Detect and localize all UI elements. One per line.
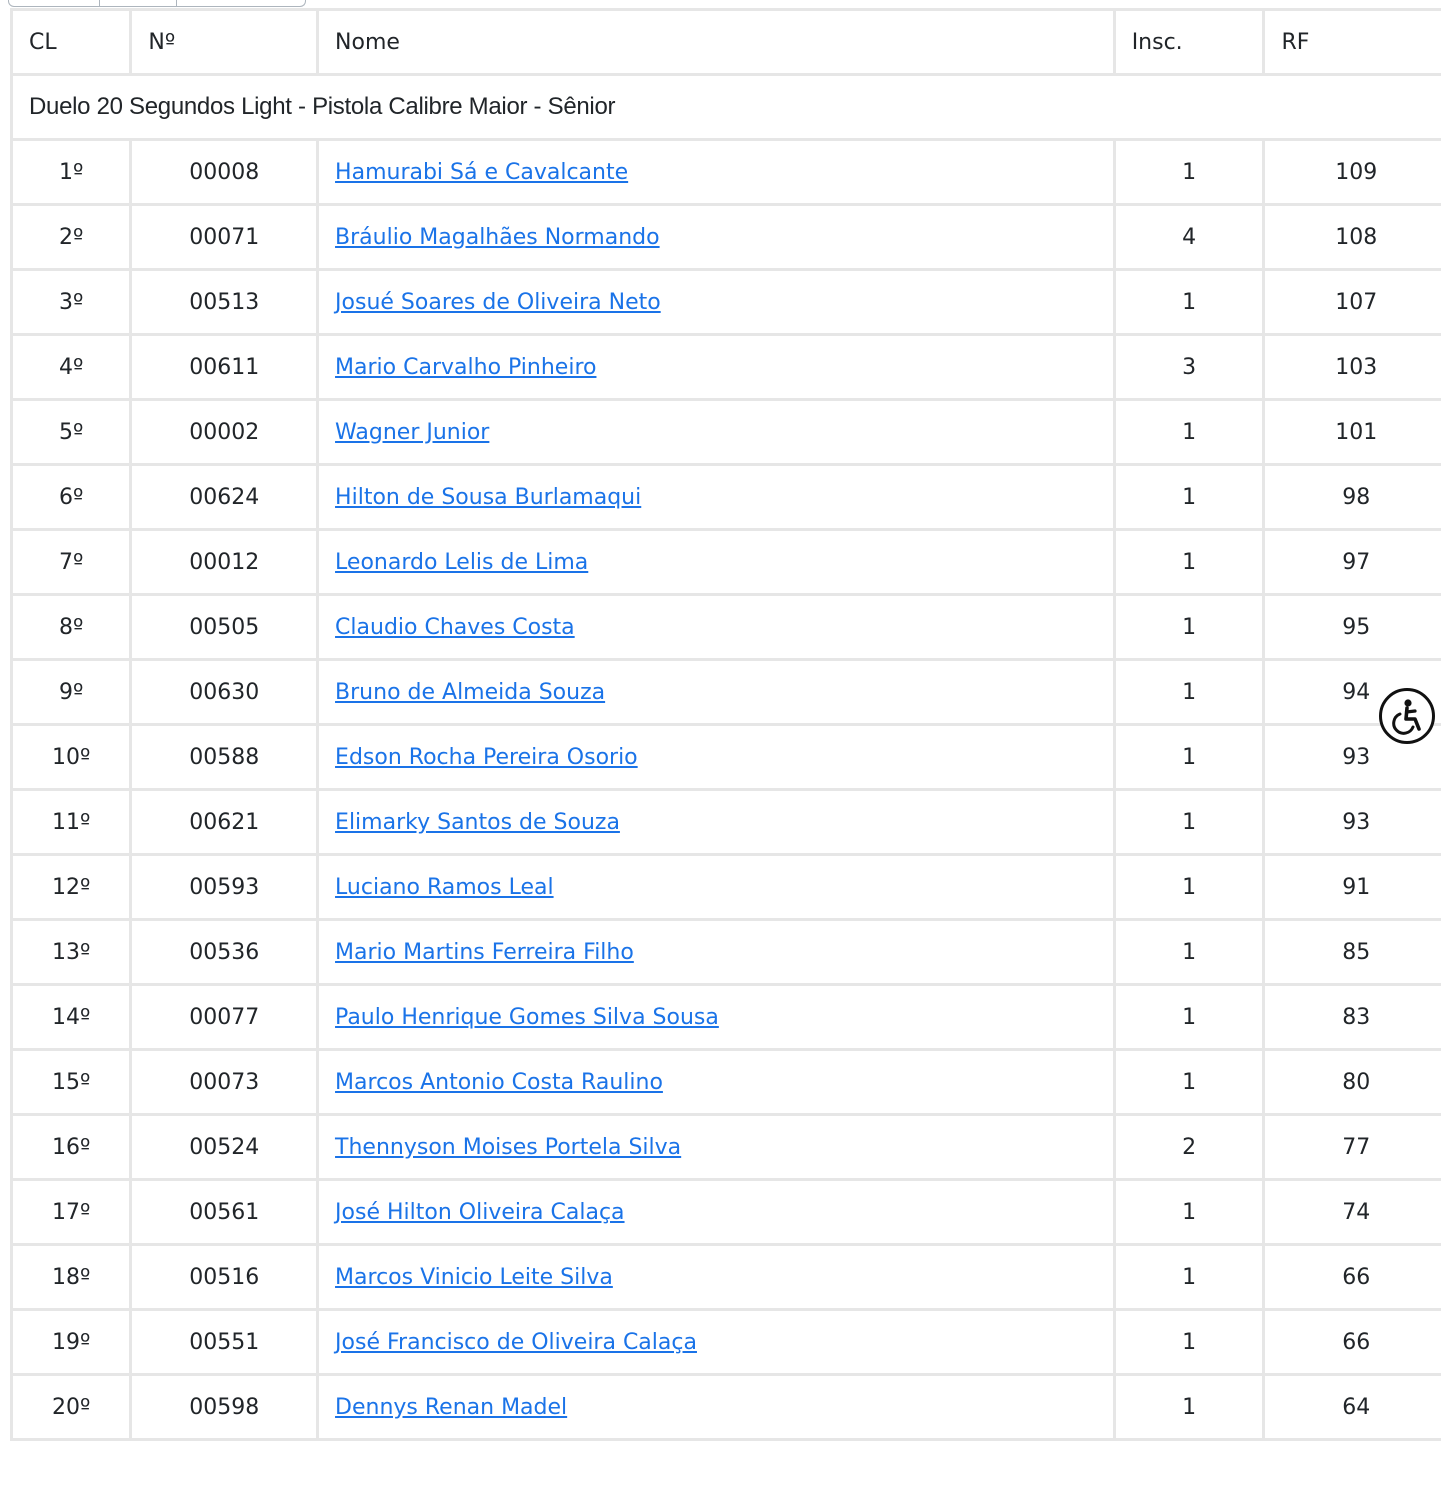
table-row bbox=[12, 985, 1441, 1050]
athlete-name-link[interactable]: Paulo Henrique Gomes Silva Sousa bbox=[335, 1004, 719, 1030]
table-row bbox=[12, 530, 1441, 595]
table-row bbox=[12, 335, 1441, 400]
table-row bbox=[12, 920, 1441, 985]
cell-numero: 00624 bbox=[131, 465, 318, 530]
cell-numero: 00561 bbox=[131, 1180, 318, 1245]
table-row bbox=[12, 400, 1441, 465]
cell-cl: 20º bbox=[12, 1375, 131, 1440]
cell-numero: 00513 bbox=[131, 270, 318, 335]
cell-cl: 1º bbox=[12, 140, 131, 205]
cell-insc: 1 bbox=[1114, 595, 1264, 660]
cell-nome bbox=[318, 725, 1115, 790]
cell-nome bbox=[318, 140, 1115, 205]
table-row bbox=[12, 1310, 1441, 1375]
cell-numero: 00505 bbox=[131, 595, 318, 660]
cell-rf: 101 bbox=[1264, 400, 1441, 465]
cell-nome bbox=[318, 270, 1115, 335]
athlete-name-link[interactable]: Hamurabi Sá e Cavalcante bbox=[335, 159, 629, 185]
athlete-name-link[interactable]: Wagner Junior bbox=[335, 419, 490, 445]
cell-insc: 1 bbox=[1114, 1245, 1264, 1310]
header-rf: RF bbox=[1264, 10, 1441, 75]
cell-nome bbox=[318, 400, 1115, 465]
table-row bbox=[12, 725, 1441, 790]
cell-nome bbox=[318, 1375, 1115, 1440]
cell-insc: 1 bbox=[1114, 400, 1264, 465]
table-row bbox=[12, 1115, 1441, 1180]
accessibility-button[interactable] bbox=[1379, 688, 1435, 744]
cell-rf: 108 bbox=[1264, 205, 1441, 270]
cell-rf: 94 bbox=[1264, 660, 1441, 725]
table-row bbox=[12, 1245, 1441, 1310]
cell-rf: 93 bbox=[1264, 790, 1441, 855]
cell-insc: 1 bbox=[1114, 270, 1264, 335]
cell-numero: 00012 bbox=[131, 530, 318, 595]
cell-insc: 2 bbox=[1114, 1115, 1264, 1180]
cell-cl: 16º bbox=[12, 1115, 131, 1180]
cell-rf: 74 bbox=[1264, 1180, 1441, 1245]
cell-rf: 80 bbox=[1264, 1050, 1441, 1115]
table-row bbox=[12, 595, 1441, 660]
cell-rf: 109 bbox=[1264, 140, 1441, 205]
cell-rf: 83 bbox=[1264, 985, 1441, 1050]
cell-nome bbox=[318, 335, 1115, 400]
cell-numero: 00516 bbox=[131, 1245, 318, 1310]
cell-rf: 98 bbox=[1264, 465, 1441, 530]
cell-cl: 7º bbox=[12, 530, 131, 595]
athlete-name-link[interactable]: Dennys Renan Madel bbox=[335, 1394, 568, 1420]
athlete-name-link[interactable]: Bráulio Magalhães Normando bbox=[335, 224, 660, 250]
cell-rf: 77 bbox=[1264, 1115, 1441, 1180]
cell-insc: 4 bbox=[1114, 205, 1264, 270]
accessibility-icon bbox=[1388, 697, 1426, 735]
cell-numero: 00621 bbox=[131, 790, 318, 855]
cell-insc: 1 bbox=[1114, 465, 1264, 530]
athlete-name-link[interactable]: Bruno de Almeida Souza bbox=[335, 679, 606, 705]
top-tab-1[interactable] bbox=[8, 0, 100, 7]
athlete-name-link[interactable]: Mario Carvalho Pinheiro bbox=[335, 354, 597, 380]
table-row bbox=[12, 1180, 1441, 1245]
cell-nome bbox=[318, 790, 1115, 855]
cell-nome bbox=[318, 1245, 1115, 1310]
athlete-name-link[interactable]: Mario Martins Ferreira Filho bbox=[335, 939, 634, 965]
top-tab-3[interactable] bbox=[177, 0, 306, 7]
table-row bbox=[12, 140, 1441, 205]
cell-insc: 1 bbox=[1114, 1050, 1264, 1115]
cell-rf: 97 bbox=[1264, 530, 1441, 595]
cell-cl: 17º bbox=[12, 1180, 131, 1245]
cell-numero: 00002 bbox=[131, 400, 318, 465]
cell-insc: 1 bbox=[1114, 920, 1264, 985]
cell-numero: 00536 bbox=[131, 920, 318, 985]
cell-insc: 1 bbox=[1114, 1375, 1264, 1440]
cell-cl: 13º bbox=[12, 920, 131, 985]
cell-numero: 00551 bbox=[131, 1310, 318, 1375]
cell-insc: 1 bbox=[1114, 530, 1264, 595]
cell-rf: 66 bbox=[1264, 1310, 1441, 1375]
cell-nome bbox=[318, 1180, 1115, 1245]
cell-cl: 12º bbox=[12, 855, 131, 920]
table-header-row bbox=[12, 10, 1441, 75]
top-tab-bar bbox=[8, 0, 306, 6]
cell-rf: 107 bbox=[1264, 270, 1441, 335]
athlete-name-link[interactable]: Leonardo Lelis de Lima bbox=[335, 549, 589, 575]
cell-cl: 4º bbox=[12, 335, 131, 400]
athlete-name-link[interactable]: Luciano Ramos Leal bbox=[335, 874, 554, 900]
cell-rf: 85 bbox=[1264, 920, 1441, 985]
cell-numero: 00598 bbox=[131, 1375, 318, 1440]
cell-cl: 6º bbox=[12, 465, 131, 530]
cell-nome bbox=[318, 1115, 1115, 1180]
cell-numero: 00524 bbox=[131, 1115, 318, 1180]
cell-numero: 00593 bbox=[131, 855, 318, 920]
cell-nome bbox=[318, 530, 1115, 595]
cell-numero: 00008 bbox=[131, 140, 318, 205]
header-nome: Nome bbox=[318, 10, 1115, 75]
header-cl: CL bbox=[12, 10, 131, 75]
table-row bbox=[12, 270, 1441, 335]
table-row bbox=[12, 790, 1441, 855]
cell-nome bbox=[318, 920, 1115, 985]
header-insc: Insc. bbox=[1114, 10, 1264, 75]
cell-insc: 1 bbox=[1114, 790, 1264, 855]
table-row bbox=[12, 855, 1441, 920]
cell-cl: 5º bbox=[12, 400, 131, 465]
cell-numero: 00071 bbox=[131, 205, 318, 270]
athlete-name-link[interactable]: Josué Soares de Oliveira Neto bbox=[335, 289, 661, 315]
header-numero: Nº bbox=[131, 10, 318, 75]
cell-insc: 1 bbox=[1114, 855, 1264, 920]
athlete-name-link[interactable]: Edson Rocha Pereira Osorio bbox=[335, 744, 638, 770]
athlete-name-link[interactable]: Claudio Chaves Costa bbox=[335, 614, 575, 640]
table-row bbox=[12, 660, 1441, 725]
cell-rf: 66 bbox=[1264, 1245, 1441, 1310]
cell-insc: 1 bbox=[1114, 725, 1264, 790]
cell-cl: 3º bbox=[12, 270, 131, 335]
cell-nome bbox=[318, 465, 1115, 530]
athlete-name-link[interactable]: José Francisco de Oliveira Calaça bbox=[335, 1329, 697, 1355]
cell-rf: 91 bbox=[1264, 855, 1441, 920]
cell-numero: 00077 bbox=[131, 985, 318, 1050]
cell-rf: 95 bbox=[1264, 595, 1441, 660]
cell-rf: 103 bbox=[1264, 335, 1441, 400]
section-row bbox=[12, 75, 1441, 140]
section-title: Duelo 20 Segundos Light - Pistola Calibre Maior - Sênior bbox=[12, 75, 1441, 140]
cell-cl: 10º bbox=[12, 725, 131, 790]
athlete-name-link[interactable]: Thennyson Moises Portela Silva bbox=[335, 1134, 682, 1160]
athlete-name-link[interactable]: José Hilton Oliveira Calaça bbox=[335, 1199, 625, 1225]
cell-cl: 9º bbox=[12, 660, 131, 725]
cell-nome bbox=[318, 205, 1115, 270]
top-tab-2[interactable] bbox=[100, 0, 177, 7]
cell-cl: 18º bbox=[12, 1245, 131, 1310]
cell-rf: 64 bbox=[1264, 1375, 1441, 1440]
cell-insc: 1 bbox=[1114, 140, 1264, 205]
athlete-name-link[interactable]: Elimarky Santos de Souza bbox=[335, 809, 620, 835]
athlete-name-link[interactable]: Marcos Vinicio Leite Silva bbox=[335, 1264, 613, 1290]
cell-cl: 11º bbox=[12, 790, 131, 855]
cell-insc: 3 bbox=[1114, 335, 1264, 400]
cell-numero: 00630 bbox=[131, 660, 318, 725]
cell-cl: 8º bbox=[12, 595, 131, 660]
cell-insc: 1 bbox=[1114, 660, 1264, 725]
cell-insc: 1 bbox=[1114, 1180, 1264, 1245]
cell-nome bbox=[318, 1310, 1115, 1375]
cell-nome bbox=[318, 855, 1115, 920]
cell-cl: 14º bbox=[12, 985, 131, 1050]
cell-nome bbox=[318, 1050, 1115, 1115]
cell-insc: 1 bbox=[1114, 1310, 1264, 1375]
table-row bbox=[12, 465, 1441, 530]
cell-numero: 00073 bbox=[131, 1050, 318, 1115]
table-row bbox=[12, 205, 1441, 270]
athlete-name-link[interactable]: Marcos Antonio Costa Raulino bbox=[335, 1069, 663, 1095]
cell-rf: 93 bbox=[1264, 725, 1441, 790]
cell-cl: 2º bbox=[12, 205, 131, 270]
cell-cl: 15º bbox=[12, 1050, 131, 1115]
cell-cl: 19º bbox=[12, 1310, 131, 1375]
cell-nome bbox=[318, 595, 1115, 660]
table-row bbox=[12, 1375, 1441, 1440]
cell-numero: 00588 bbox=[131, 725, 318, 790]
results-table bbox=[10, 8, 1441, 1441]
cell-numero: 00611 bbox=[131, 335, 318, 400]
cell-nome bbox=[318, 985, 1115, 1050]
table-row bbox=[12, 1050, 1441, 1115]
athlete-name-link[interactable]: Hilton de Sousa Burlamaqui bbox=[335, 484, 642, 510]
cell-insc: 1 bbox=[1114, 985, 1264, 1050]
cell-nome bbox=[318, 660, 1115, 725]
